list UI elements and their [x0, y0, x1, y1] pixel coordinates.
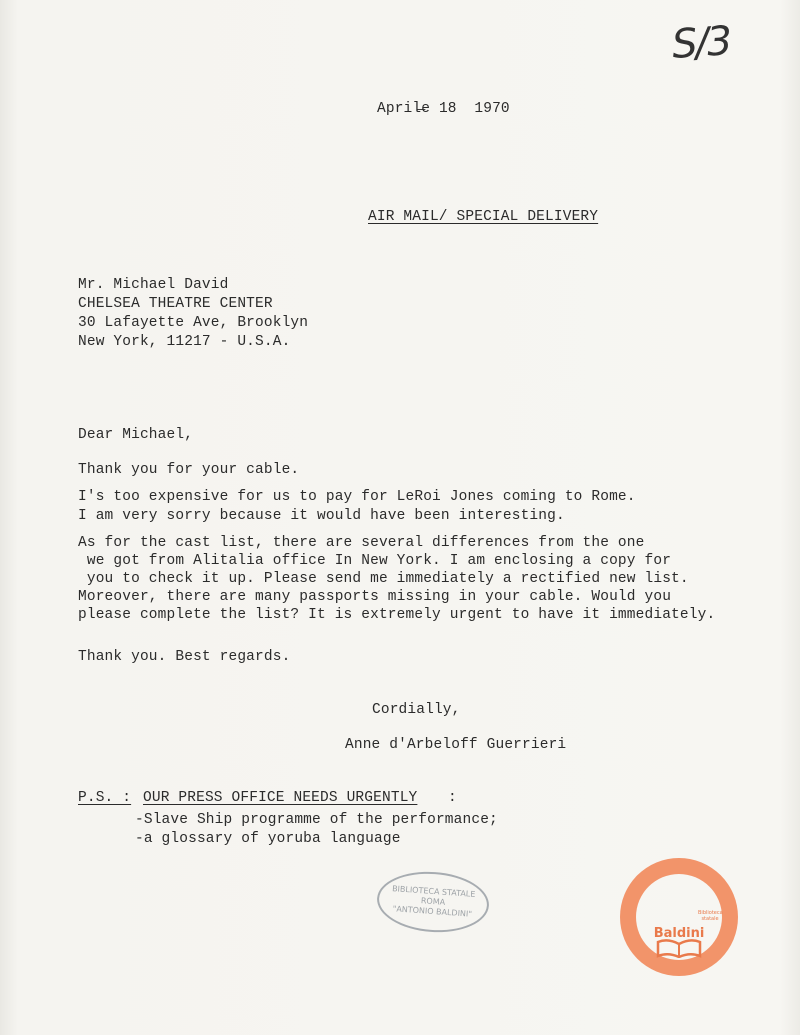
ps-label: P.S. : — [78, 790, 132, 806]
ps-item: -Slave Ship programme of the performance; — [135, 812, 498, 828]
ps-heading: OUR PRESS OFFICE NEEDS URGENTLY — [143, 790, 418, 806]
delivery-method: AIR MAIL/ SPECIAL DELIVERY — [368, 209, 599, 225]
recipient-line: New York, 11217 - U.S.A. — [78, 334, 291, 350]
body-line: I's too expensive for us to pay for LeRoi Jones coming to Rome. — [78, 489, 636, 505]
stamp-line: BIBLIOTECA STATALE — [391, 884, 476, 899]
body-line: Thank you for your cable. — [78, 462, 300, 478]
recipient-line: 30 Lafayette Ave, Brooklyn — [78, 315, 309, 331]
folio-mark: S/3 — [670, 18, 732, 68]
salutation: Dear Michael, — [78, 427, 194, 443]
body-line: we got from Alitalia office In New York. I am enclosing a copy for — [78, 553, 672, 569]
recipient-line: CHELSEA THEATRE CENTER — [78, 296, 273, 312]
logo-brand: Baldini — [653, 926, 705, 941]
body-line: I am very sorry because it would have been interesting. — [78, 508, 565, 524]
logo-small-text: Biblioteca statale — [698, 910, 723, 922]
open-book-icon — [656, 938, 702, 958]
recipient-line: Mr. Michael David — [78, 277, 229, 293]
letter-date: April̶e 18 1970 — [377, 101, 510, 117]
library-stamp — [375, 868, 491, 936]
closing: Cordially, — [372, 702, 461, 718]
stamp-line: "ANTONIO BALDINI" — [392, 904, 473, 919]
ps-item: -a glossary of yoruba language — [135, 831, 401, 847]
body-line: As for the cast list, there are several differences from the one — [78, 535, 645, 551]
stamp-line: ROMA — [420, 896, 446, 907]
signature-name: Anne d'Arbeloff Guerrieri — [345, 737, 567, 753]
body-line: Thank you. Best regards. — [78, 649, 291, 665]
body-line: please complete the list? It is extremely urgent to have it immediately. — [78, 607, 716, 623]
baldini-logo — [620, 858, 738, 976]
body-line: Moreover, there are many passports missing in your cable. Would you — [78, 589, 672, 605]
ps-colon: : — [448, 790, 457, 806]
body-line: you to check it up. Please send me immediately a rectified new list. — [78, 571, 689, 587]
